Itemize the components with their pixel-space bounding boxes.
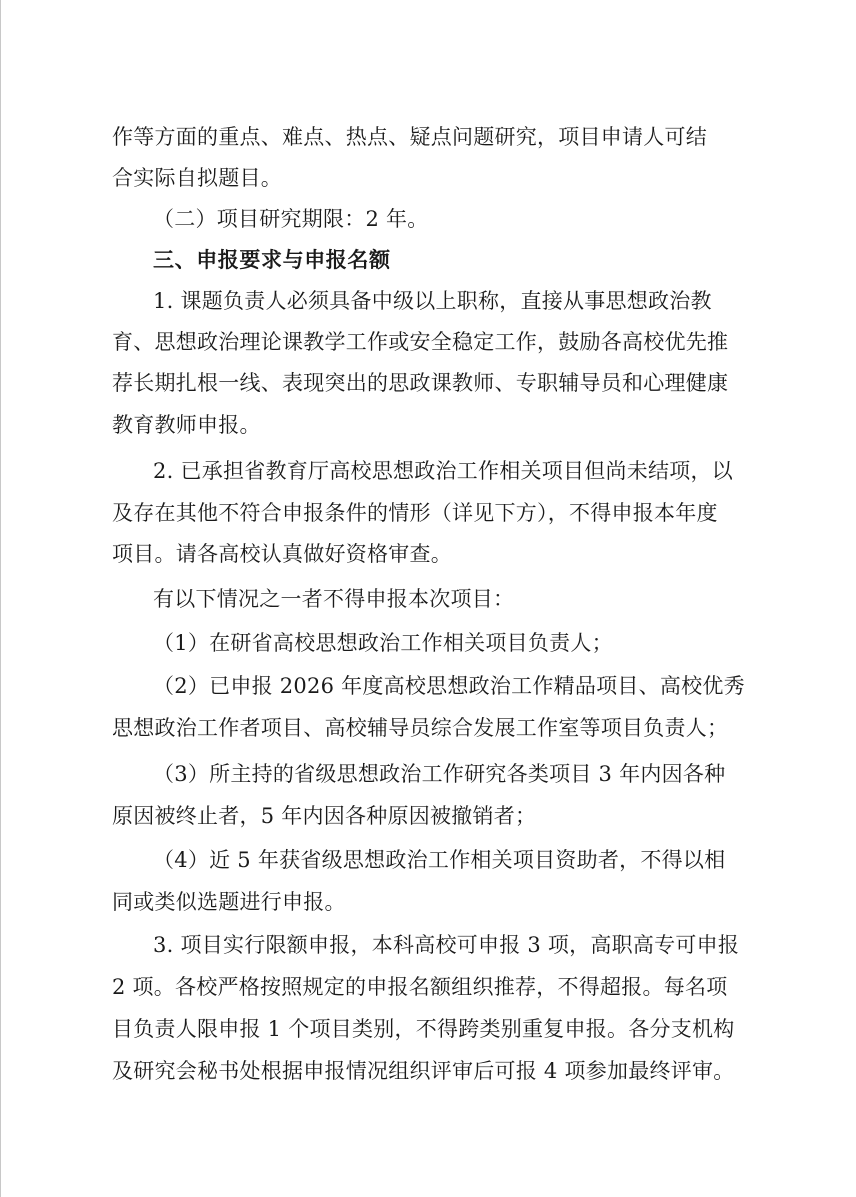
text-line: 思想政治工作者项目、高校辅导员综合发展工作室等项目负责人； [112,716,729,740]
text-line: 教育教师申报。 [112,413,261,437]
list-item: （4）近 5 年获省级思想政治工作相关项目资助者，不得以相 [153,848,726,872]
text-line: 2 项。各校严格按照规定的申报名额组织推荐，不得超报。每名项 [112,975,728,999]
text-line: 1. 课题负责人必须具备中级以上职称，直接从事思想政治教 [153,289,712,313]
text-line: 3. 项目实行限额申报，本科高校可申报 3 项，高职高专可申报 [153,933,740,957]
text-line: 目负责人限申报 1 个项目类别，不得跨类别重复申报。各分支机构 [112,1017,735,1041]
text-line: 合实际自拟题目。 [112,166,282,190]
text-line: 原因被终止者，5 年内因各种原因被撤销者； [112,804,537,828]
text-line: 及研究会秘书处根据申报情况组织评审后可报 4 项参加最终评审。 [112,1059,735,1083]
section-heading: 三、申报要求与申报名额 [153,248,391,272]
list-item: （2）已申报 2026 年度高校思想政治工作精品项目、高校优秀 [153,674,745,698]
text-line: 及存在其他不符合申报条件的情形（详见下方），不得申报本年度 [112,501,718,525]
text-line: 荐长期扎根一线、表现突出的思政课教师、专职辅导员和心理健康 [112,371,729,395]
text-line: 有以下情况之一者不得申报本次项目： [153,587,515,611]
list-item: （3）所主持的省级思想政治工作研究各类项目 3 年内因各种 [153,762,726,786]
text-line: 同或类似选题进行申报。 [112,890,346,914]
text-line: （二）项目研究期限：2 年。 [153,207,429,231]
page-left-border [0,0,1,1197]
text-line: 作等方面的重点、难点、热点、疑点问题研究，项目申请人可结 [112,125,707,149]
list-item: （1）在研省高校思想政治工作相关项目负责人； [153,631,613,655]
text-line: 2. 已承担省教育厅高校思想政治工作相关项目但尚未结项，以 [153,459,733,483]
text-line: 育、思想政治理论课教学工作或安全稳定工作，鼓励各高校优先推 [112,330,729,354]
text-line: 项目。请各高校认真做好资格审查。 [112,542,452,566]
